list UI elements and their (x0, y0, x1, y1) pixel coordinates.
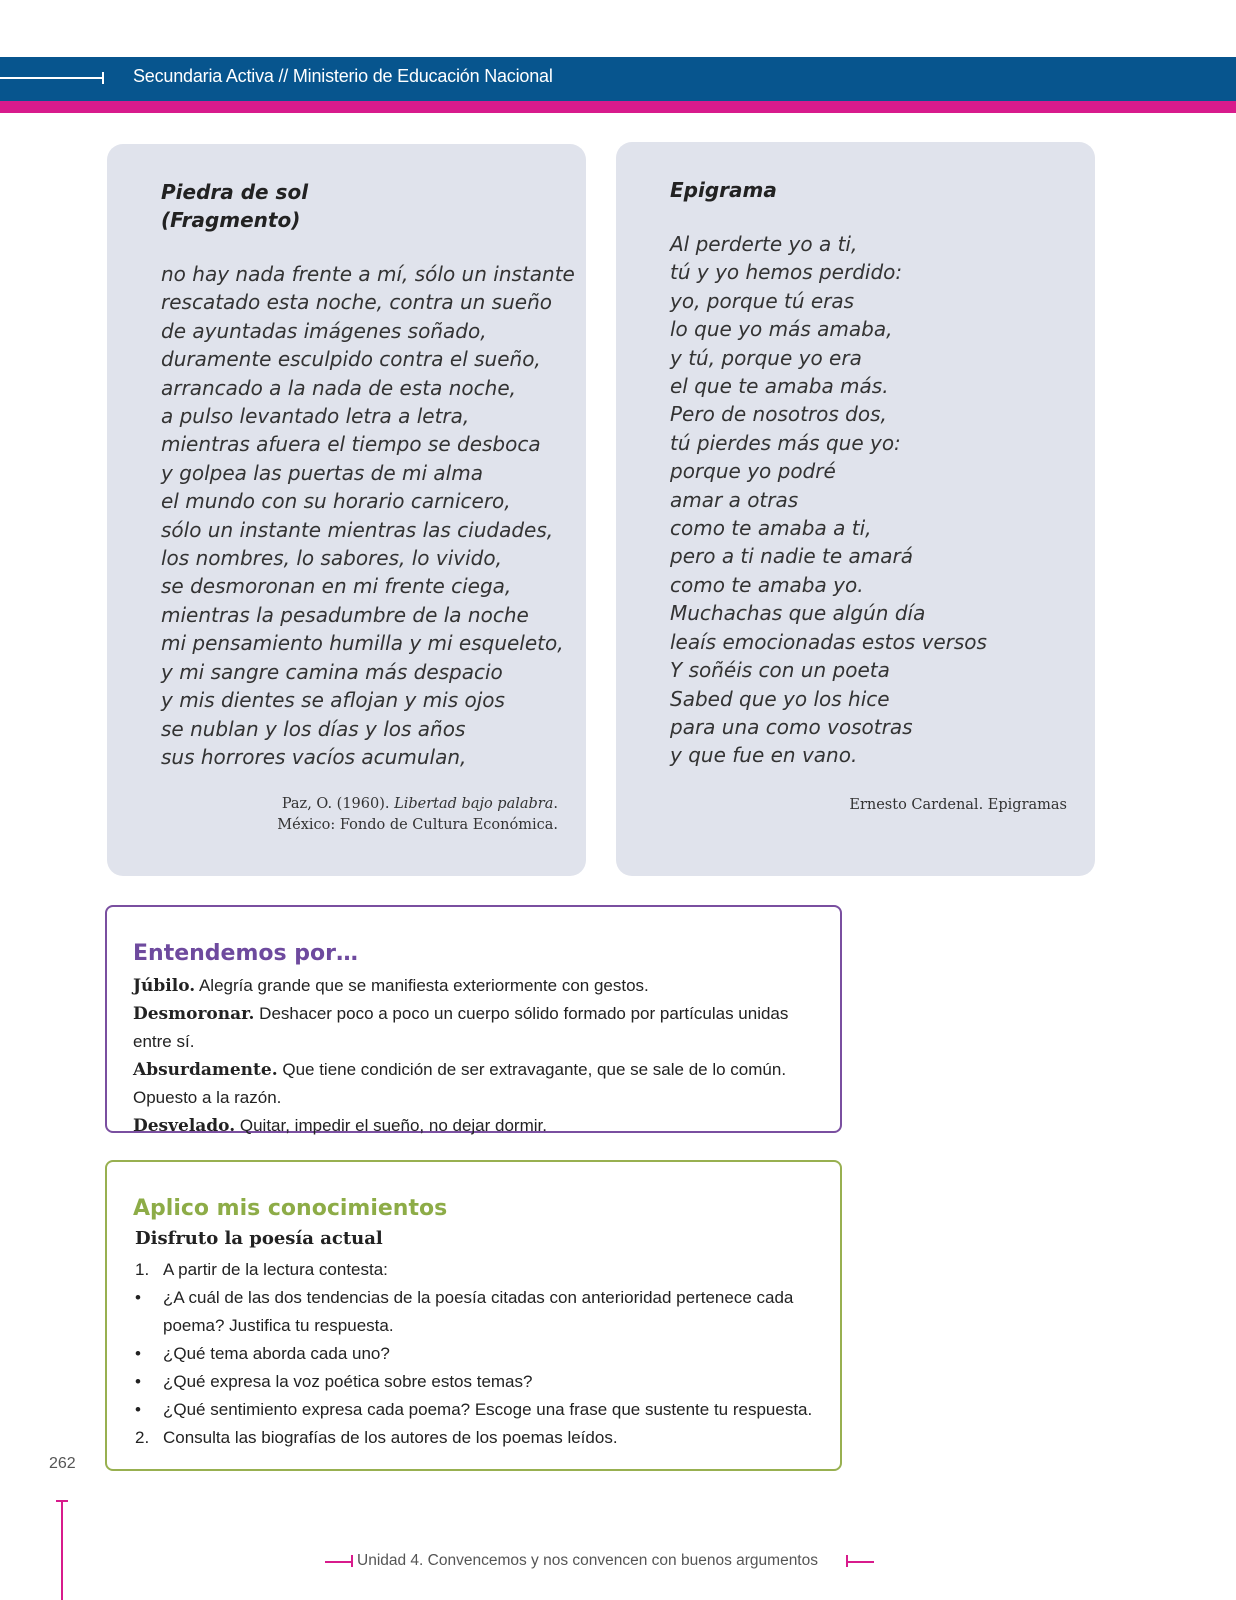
list-item (135, 1368, 825, 1396)
page-number: 262 (49, 1455, 76, 1472)
poem-card-piedra-de-sol (107, 144, 586, 876)
poem-line: los nombres, lo sabores, lo vivido, (161, 546, 502, 571)
poem-card-epigrama (616, 142, 1095, 876)
margin-rule (61, 1500, 63, 1600)
definition-term: Júbilo. (133, 976, 196, 996)
poem-line: se nublan y los días y los años (161, 716, 466, 741)
header-rule-tick (102, 72, 104, 84)
poem-line: porque yo podré (670, 459, 836, 484)
header-title: Secundaria Activa // Ministerio de Educación Nacional (133, 66, 553, 86)
poem-line: el mundo con su horario carnicero, (161, 489, 511, 514)
list-item-text: ¿Qué sentimiento expresa cada poema? Escoge una frase que sustente tu respuesta. (163, 1400, 813, 1419)
apply-knowledge-box (105, 1160, 842, 1471)
poem-line: y golpea las puertas de mi alma (161, 460, 483, 485)
poem-line: Muchachas que algún día (670, 601, 926, 626)
poem-line: Y soñéis con un poeta (670, 658, 890, 683)
definition-item (133, 1056, 823, 1112)
poem-source: Ernesto Cardenal. Epigramas (849, 797, 1067, 813)
poem-line: Sabed que yo los hice (670, 686, 890, 711)
source-period: . (553, 796, 558, 812)
bullet-icon: • (135, 1344, 141, 1363)
poem-line: Al perderte yo a ti, (670, 232, 858, 256)
bullet-icon: • (135, 1400, 141, 1419)
footer-unit-title (357, 1552, 818, 1570)
header-rule (0, 77, 103, 79)
definition-text: Alegría grande que se manifiesta exteriormente con gestos. (195, 976, 649, 995)
poem-line: a pulso levantado letra a letra, (161, 404, 470, 429)
definition-text: Deshacer poco a poco un cuerpo sólido formado por partículas unidas entre sí. (133, 1004, 789, 1051)
poem-line: para una como vosotras (670, 714, 913, 739)
definitions-box (105, 905, 842, 1136)
poem-line: rescatado esta noche, contra un sueño (161, 290, 552, 315)
list-item-text: Consulta las biografías de los autores de los poemas leídos. (163, 1428, 618, 1447)
definition-text: Quitar, impedir el sueño, no dejar dormir. (235, 1116, 547, 1135)
list-item (135, 1396, 825, 1424)
apply-activity-list (135, 1256, 825, 1452)
list-item-text: A partir de la lectura contesta: (163, 1260, 388, 1279)
poem-line: tú pierdes más que yo: (670, 430, 901, 455)
list-item-text: ¿Qué expresa la voz poética sobre estos temas? (163, 1372, 533, 1391)
poem-title-line2: (Fragmento) (161, 208, 301, 232)
definition-term: Absurdamente. (133, 1060, 278, 1080)
definitions-list (133, 972, 823, 1140)
definition-item (133, 972, 823, 1000)
footer-unit-text: Convencemos y nos convencen con buenos argumentos (423, 1552, 818, 1569)
footer-rule-left (325, 1561, 353, 1563)
poem-line: el que te amaba más. (670, 374, 889, 399)
poem-title-line1: Piedra de sol (161, 180, 309, 204)
list-marker: 1. (135, 1260, 150, 1279)
definition-term: Desvelado. (133, 1116, 236, 1136)
poem-line: y mis dientes se aflojan y mis ojos (161, 688, 505, 713)
poem-title (161, 178, 308, 234)
poem-line: y tú, porque yo era (670, 345, 862, 370)
poem-line: y que fue en vano. (670, 743, 858, 768)
poem-lines (161, 260, 575, 771)
poem-line: arrancado a la nada de esta noche, (161, 375, 516, 400)
poem-line: y mi sangre camina más despacio (161, 659, 503, 684)
poem-source (277, 794, 558, 836)
list-item (135, 1256, 825, 1284)
poem-line: de ayuntadas imágenes soñado, (161, 318, 487, 343)
list-item (135, 1284, 825, 1340)
poem-line: mi pensamiento humilla y mi esqueleto, (161, 631, 564, 656)
header-accent-stripe (0, 101, 1236, 113)
list-marker: 2. (135, 1428, 150, 1447)
poem-line: amar a otras (670, 487, 799, 512)
poem-line: como te amaba a ti, (670, 516, 872, 541)
definition-text: Que tiene condición de ser extravagante, que se sale de lo común. Opuesto a la razón. (133, 1060, 787, 1107)
apply-subtitle: Disfruto la poesía actual (135, 1228, 383, 1249)
poem-line: sólo un instante mientras las ciudades, (161, 517, 554, 542)
definition-term: Desmoronar. (133, 1004, 255, 1024)
source-publisher: México: Fondo de Cultura Económica. (277, 817, 558, 833)
bullet-icon: • (135, 1288, 141, 1307)
footer-rule-right (846, 1561, 874, 1563)
definition-item (133, 1000, 823, 1056)
definitions-title: Entendemos por… (133, 941, 358, 966)
poem-line: no hay nada frente a mí, sólo un instante (161, 262, 575, 286)
list-item-text: ¿Qué tema aborda cada uno? (163, 1344, 390, 1363)
list-item (135, 1340, 825, 1368)
source-author: Paz, O. (1960). (281, 796, 395, 812)
list-item (135, 1424, 825, 1452)
poem-lines (670, 230, 987, 770)
poem-line: duramente esculpido contra el sueño, (161, 347, 541, 372)
poem-line: pero a ti nadie te amará (670, 544, 914, 569)
poem-line: Pero de nosotros dos, (670, 402, 887, 427)
source-book: Libertad bajo palabra (394, 796, 554, 812)
list-item-text: ¿A cuál de las dos tendencias de la poesía citadas con anterioridad pertenece cada poema? Justifica tu respuesta. (163, 1288, 794, 1335)
poem-line: yo, porque tú eras (670, 288, 855, 313)
poem-line: sus horrores vacíos acumulan, (161, 744, 467, 769)
poem-line: mientras afuera el tiempo se desboca (161, 432, 541, 457)
poem-line: se desmoronan en mi frente ciega, (161, 574, 512, 599)
definition-item (133, 1112, 823, 1140)
bullet-icon: • (135, 1372, 141, 1391)
poem-line: leaís emocionadas estos versos (670, 629, 987, 654)
poem-line: como te amaba yo. (670, 572, 864, 597)
poem-line: lo que yo más amaba, (670, 317, 893, 342)
apply-title: Aplico mis conocimientos (133, 1196, 448, 1221)
poem-line: mientras la pesadumbre de la noche (161, 602, 529, 627)
footer-unit-label: Unidad 4. (357, 1552, 424, 1569)
footer-rule-left-tick (351, 1555, 353, 1567)
poem-line: tú y yo hemos perdido: (670, 260, 903, 285)
poem-title: Epigrama (670, 178, 777, 202)
